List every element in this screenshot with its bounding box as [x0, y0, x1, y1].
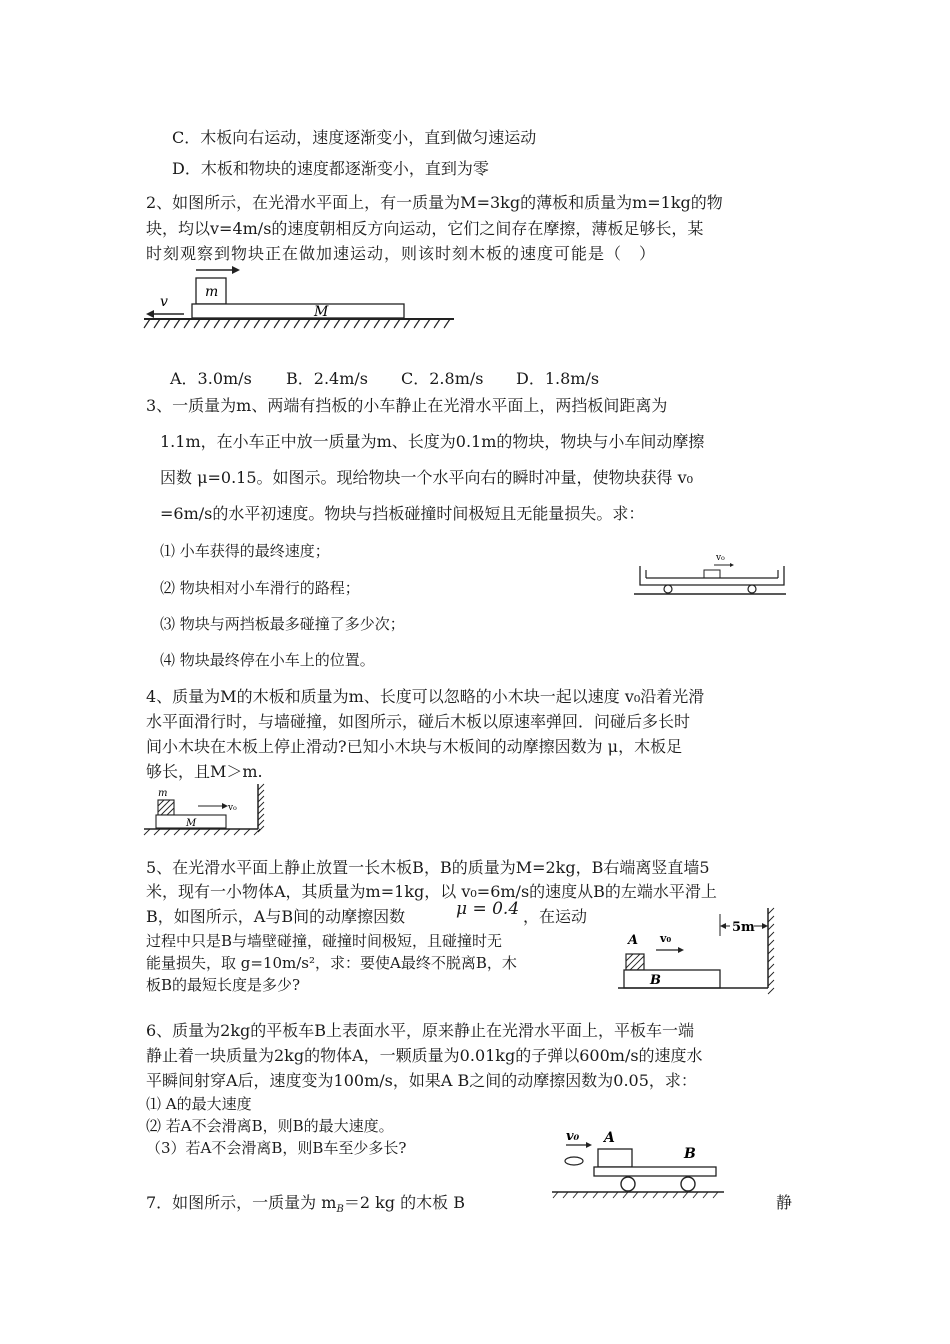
q5-dist-arrow-left — [720, 923, 726, 929]
q2-option-c: C．2.8m/s — [401, 369, 484, 388]
q6-line2: 静止着一块质量为2kg的物体A，一颗质量为0.01kg的子弹以600m/s的速度水 — [146, 1046, 703, 1065]
q2-line1: 2、如图所示，在光滑水平面上，有一质量为M=3kg的薄板和质量为m=1kg的物 — [146, 193, 723, 212]
q1-option-d: D．木板和物块的速度都逐渐变小，直到为零 — [172, 159, 489, 178]
q3-wheel-right — [748, 585, 756, 593]
q3-figure — [630, 548, 790, 604]
q3-wheel-left — [664, 585, 672, 593]
q2-v-arrow-head — [146, 310, 154, 318]
q3-v0-arrow-head — [730, 563, 734, 567]
q6-sub3: （3）若A不会滑离B，则B车至少多长? — [146, 1139, 407, 1157]
q7-line1-end: 静 — [776, 1193, 793, 1212]
q3-line1: 3、一质量为m、两端有挡板的小车静止在光滑水平面上，两挡板间距离为 — [146, 396, 668, 415]
q4-label-v0: v₀ — [228, 803, 237, 813]
q2-line3: 时刻观察到物块正在做加速运动，则该时刻木板的速度可能是（ ） — [146, 244, 657, 263]
q2-option-b: B．2.4m/s — [286, 369, 368, 388]
q6-label-v0: v₀ — [566, 1129, 580, 1144]
q5-label-dist: 5m — [732, 920, 755, 935]
q4-line2: 水平面滑行时，与墙碰撞，如图所示，碰后木板以原速率弹回．问碰后多长时 — [146, 712, 691, 731]
q7-line1 — [146, 1192, 465, 1221]
q5-line1: 5、在光滑水平面上静止放置一长木板B，B的质量为M=2kg，B右端离竖直墙5 — [146, 858, 710, 877]
q6-sub2: ⑵ 若A不会滑离B，则B的最大速度。 — [146, 1117, 394, 1135]
q5-line4: 过程中只是B与墙壁碰撞，碰撞时间极短，且碰撞时无 — [146, 932, 503, 950]
q6-figure — [548, 1124, 728, 1200]
q5-figure — [616, 904, 776, 1000]
q3-line2: 1.1m，在小车正中放一质量为m、长度为0.1m的物块，物块与小车间动摩擦 — [160, 432, 705, 451]
q5-block-A — [626, 954, 644, 970]
q3-label-v0: v₀ — [716, 553, 725, 563]
q5-line6: 板B的最短长度是多少? — [146, 976, 301, 994]
q4-block-m — [158, 800, 174, 815]
q2-ground-hatch — [144, 319, 450, 328]
q3-sub1: ⑴ 小车获得的最终速度； — [160, 542, 330, 560]
q4-label-M: M — [186, 818, 197, 829]
q2-label-v: v — [160, 294, 168, 310]
q2-option-a: A．3.0m/s — [170, 369, 252, 388]
q5-line2: 米，现有一小物体A，其质量为m=1kg，以 v₀=6m/s的速度从B的左端水平滑上 — [146, 882, 717, 901]
q1-option-c: C．木板向右运动，速度逐渐变小，直到做匀速运动 — [172, 128, 537, 147]
q4-line3: 间小木块在木板上停止滑动?已知小木块与木板间的动摩擦因数为 μ，木板足 — [146, 737, 683, 756]
q6-wheel-left — [621, 1177, 635, 1191]
q7-line1-rest: ＝2 kg 的木板 B — [343, 1193, 465, 1212]
q6-sub1: ⑴ A的最大速度 — [146, 1095, 252, 1113]
q5-v0-arrow-head — [678, 947, 684, 953]
q6-wheel-right — [681, 1177, 695, 1191]
q7-line1-sub: B — [336, 1204, 344, 1216]
q5-label-v0: v₀ — [660, 932, 672, 945]
q7-line1-text: 7．如图所示，一质量为 m — [146, 1193, 337, 1212]
q4-wall-hatch — [258, 784, 264, 832]
q2-board-M — [192, 304, 404, 318]
q2-line2: 块，均以v=4m/s的速度朝相反方向运动，它们之间存在摩擦，薄板足够长，某 — [146, 219, 704, 238]
q6-label-A: A — [604, 1130, 615, 1146]
q6-bullet — [565, 1157, 583, 1165]
q5-board-B — [624, 970, 720, 988]
q4-label-m: m — [158, 788, 168, 799]
q6-line3: 平瞬间射穿A后，速度变为100m/s，如果A B之间的动摩擦因数为0.05，求： — [146, 1071, 697, 1090]
q6-line1: 6、质量为2kg的平板车B上表面水平，原来静止在光滑水平面上，平板车一端 — [146, 1021, 695, 1040]
q6-ground-hatch — [553, 1192, 718, 1198]
q4-line4: 够长，且M＞m. — [146, 762, 263, 781]
q2-m-arrow-head — [232, 266, 240, 274]
q5-label-B: B — [650, 973, 661, 988]
q3-sub2: ⑵ 物块相对小车滑行的路程； — [160, 579, 360, 597]
q3-block — [704, 570, 720, 578]
q4-ground-hatch — [144, 829, 260, 835]
q5-mu: μ = 0.4 — [456, 899, 520, 919]
q6-block-A — [598, 1149, 632, 1167]
q5-line3b: ，在运动 — [523, 907, 588, 926]
q5-wall-hatch — [768, 908, 774, 994]
q2-figure — [140, 262, 458, 332]
q6-v0-arrow-head — [586, 1142, 592, 1148]
q3-line3: 因数 μ=0.15。如图示。现给物块一个水平向右的瞬时冲量，使物块获得 v₀ — [160, 468, 694, 487]
q3-line4: =6m/s的水平初速度。物块与挡板碰撞时间极短且无能量损失。求： — [160, 504, 645, 523]
q4-figure — [142, 782, 270, 840]
q6-label-B: B — [684, 1146, 696, 1162]
q5-label-A: A — [628, 933, 639, 948]
q2-option-d: D．1.8m/s — [516, 369, 600, 388]
q3-sub4: ⑷ 物块最终停在小车上的位置。 — [160, 651, 375, 669]
q5-dist-arrow-right — [762, 923, 768, 929]
q3-sub3: ⑶ 物块与两挡板最多碰撞了多少次； — [160, 615, 405, 633]
q6-cart-B — [594, 1167, 716, 1176]
q2-label-M: M — [314, 304, 329, 320]
q4-line1: 4、质量为M的木板和质量为m、长度可以忽略的小木块一起以速度 v₀沿着光滑 — [146, 687, 705, 706]
q5-line5: 能量损失，取 g=10m/s²，求：要使A最终不脱离B，木 — [146, 954, 517, 972]
q5-line3a: B，如图所示，A与B间的动摩擦因数 — [146, 907, 406, 926]
q2-label-m: m — [205, 284, 219, 300]
